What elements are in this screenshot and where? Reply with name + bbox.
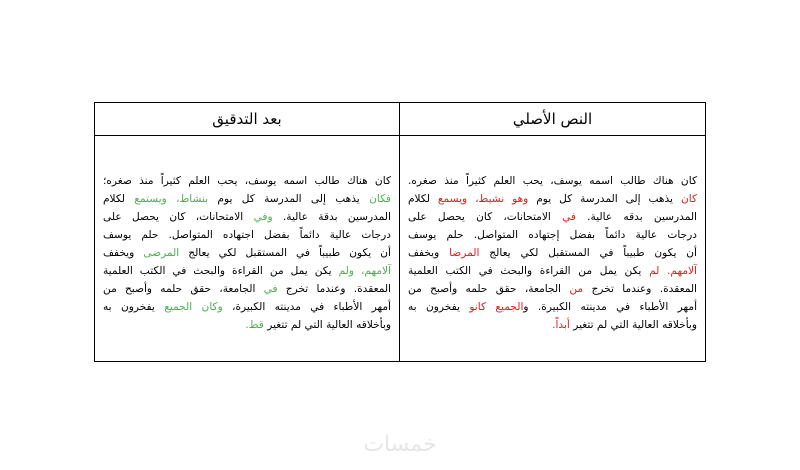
- error-word: وهو نشيط، ويسمع: [437, 193, 529, 205]
- text-line: [408, 244, 697, 262]
- text-line: [103, 316, 391, 334]
- watermark-logo: خمسات: [363, 432, 437, 457]
- text-line: [103, 244, 391, 262]
- text-line: [103, 208, 391, 226]
- comparison-table: [94, 102, 706, 362]
- text-segment: الامتحانات، كان يحصل على: [103, 211, 254, 223]
- text-line: [408, 280, 697, 298]
- text-line: [103, 226, 391, 244]
- text-segment: أمهر الأطباء في مدينته الكبيرة،: [222, 301, 391, 313]
- corrected-word: في: [263, 283, 278, 295]
- text-segment: المعقدة. وعندما تخرج: [277, 283, 392, 295]
- text-segment: ويخفف: [103, 247, 144, 259]
- text-line: [408, 208, 697, 226]
- error-word: الجميع كانو: [469, 301, 524, 313]
- text-line: [408, 190, 697, 208]
- text-segment: درجات عالية دائماً بفضل اجتهاده المتواصل. حلم يوسف: [103, 229, 391, 241]
- text-segment: يذهب إلى المدرسة كل يوم: [528, 193, 681, 205]
- text-segment: المعقدة. وعندما تخرج: [583, 283, 697, 295]
- text-segment: يفخرون به: [103, 301, 165, 313]
- corrected-word: قط.: [245, 319, 264, 331]
- corrected-word: وفي: [253, 211, 273, 223]
- corrected-word: آلامهم، ولم: [338, 265, 391, 277]
- text-line: [103, 172, 391, 190]
- text-segment: أمهر الأطباء في مدينته الكبيرة. و: [523, 301, 698, 313]
- error-word: كان: [680, 193, 697, 205]
- text-segment: كان هناك طالب اسمه يوسف، يحب العلم كثيراً منذ صغره.: [408, 175, 697, 187]
- text-segment: يفخرون به: [408, 301, 470, 313]
- error-word: آلامهم. لم: [649, 265, 697, 277]
- text-segment: درجات عالية دائماً بفضل إجتهاده المتواصل. حلم يوسف: [408, 229, 697, 241]
- corrected-word: وكان الجميع: [164, 301, 223, 313]
- text-segment: الجامعة، حقق حلمه وأصبح من: [103, 283, 264, 295]
- text-segment: لكلام: [103, 193, 135, 205]
- text-segment: يكن يمل من القراءة والبحث في الكتب العلمية: [408, 265, 650, 277]
- text-segment: وبأخلاقه العالية التي لم تتغير: [569, 319, 697, 331]
- error-word: أبداً.: [552, 319, 570, 331]
- text-segment: يذهب إلى المدرسة كل يوم: [208, 193, 370, 205]
- text-segment: الامتحانات، كان يحصل على: [408, 211, 563, 223]
- text-segment: يكن يمل من القراءة والبحث في الكتب العلمية: [103, 265, 339, 277]
- text-segment: أن يكون طبيباً في المستقبل لكي يعالج: [179, 247, 391, 259]
- text-segment: لكلام: [408, 193, 438, 205]
- text-segment: المدرسين بدقة عالية.: [272, 211, 391, 223]
- original-header: النص الأصلي: [400, 103, 705, 136]
- corrected-word: المرضى: [143, 247, 180, 259]
- corrected-text: [95, 136, 399, 334]
- text-segment: الجامعة، حقق حلمه وأصبح من: [408, 283, 570, 295]
- text-segment: أن يكون طبيباً في المستقبل لكي يعالج: [479, 247, 697, 259]
- text-line: [103, 298, 391, 316]
- text-line: [103, 280, 391, 298]
- corrected-column: [95, 103, 400, 361]
- text-line: [408, 298, 697, 316]
- error-word: من: [569, 283, 584, 295]
- text-segment: وبأخلاقه العالية التي لم تتغير: [263, 319, 391, 331]
- original-text: [400, 136, 705, 334]
- error-word: المرضا: [449, 247, 480, 259]
- text-line: [103, 190, 391, 208]
- text-segment: المدرسين بدقه عالية.: [575, 211, 697, 223]
- corrected-word: فكان: [369, 193, 391, 205]
- text-segment: كان هناك طالب اسمه يوسف، يحب العلم كثيراً منذ صغره؛: [103, 175, 391, 187]
- error-word: في: [562, 211, 576, 223]
- original-column: [400, 103, 705, 361]
- corrected-header: بعد التدقيق: [95, 103, 399, 136]
- text-line: [408, 262, 697, 280]
- text-segment: ويخفف: [408, 247, 450, 259]
- corrected-word: بنشاط، ويستمع: [134, 193, 209, 205]
- text-line: [408, 226, 697, 244]
- text-line: [408, 316, 697, 334]
- text-line: [408, 172, 697, 190]
- text-line: [103, 262, 391, 280]
